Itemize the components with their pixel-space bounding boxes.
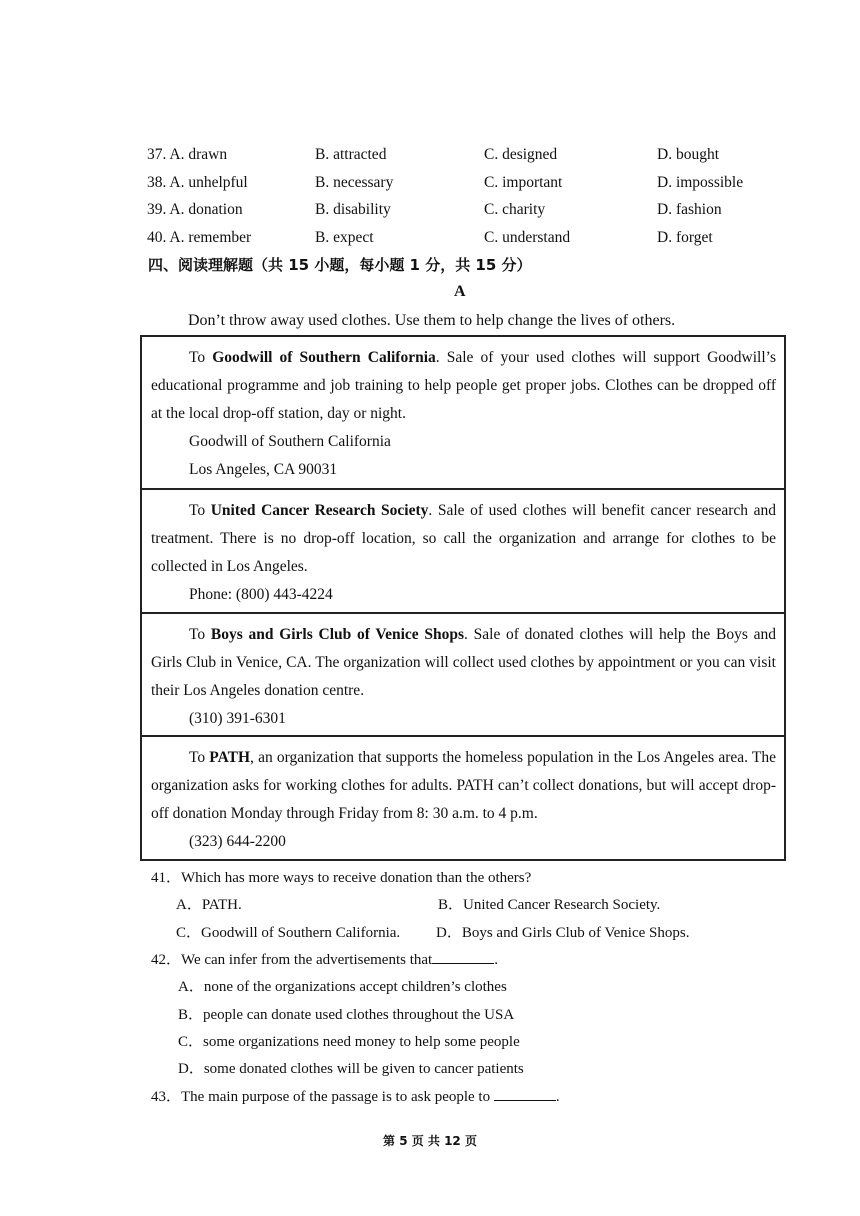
ad-phone-line: (310) 391-6301 — [189, 710, 286, 727]
passage-label: A — [454, 283, 466, 300]
mc-option-d: D. fashion — [657, 201, 722, 218]
mc-option-a: 37. A. drawn — [147, 146, 228, 163]
mc-row-40 — [0, 229, 860, 255]
question-41: 41．Which has more ways to receive donation than the others? — [151, 870, 532, 886]
mc-option-d: D. bought — [657, 146, 719, 163]
mc-option-c: C. understand — [484, 229, 571, 246]
mc-row-38 — [0, 174, 860, 200]
answer-blank — [432, 951, 494, 964]
mc-option-c: C. designed — [484, 146, 558, 163]
ad-phone-line: (323) 644-2200 — [189, 833, 286, 850]
mc-option-b: B. attracted — [315, 146, 387, 163]
q41-option-a: A．PATH. — [176, 897, 242, 913]
q41-option-d: D．Boys and Girls Club of Venice Shops. — [436, 925, 690, 941]
ad-phone-line: Phone: (800) 443-4224 — [189, 586, 333, 603]
q42-option-c: C．some organizations need money to help some people — [178, 1034, 520, 1050]
mc-option-d: D. forget — [657, 229, 713, 246]
mc-row-37 — [0, 146, 860, 172]
ad-boys-girls-club — [140, 614, 786, 737]
section-heading: 四、阅读理解题（共 15 小题，每小题 1 分，共 15 分） — [148, 256, 532, 274]
ad-text: To PATH, an organization that supports the homeless population in the Los Angeles area. The organization asks for working clothes for adults. PATH can’t collect donations, but will accept drop-off donation Monday through Friday from 8: 30 a.m. to 4 p.m. — [151, 749, 776, 822]
mc-option-d: D. impossible — [657, 174, 744, 191]
ad-cancer-society — [140, 490, 786, 614]
ad-text: To Goodwill of Southern California. Sale of your used clothes will support Goodwill’s educational programme and job training to help people get proper jobs. Clothes can be dropped off at the local drop-off station, day or night. — [151, 349, 776, 422]
mc-row-39 — [0, 201, 860, 227]
answer-blank — [494, 1088, 556, 1101]
org-name: Boys and Girls Club of Venice Shops — [210, 626, 465, 643]
q41-option-b: B．United Cancer Research Society. — [438, 897, 661, 913]
ad-text: To United Cancer Research Society. Sale of used clothes will benefit cancer research and treatment. There is no drop-off location, so call the organization and arrange for clothes to be collected in Los Angeles. — [151, 502, 777, 575]
q41-option-c: C．Goodwill of Southern California. — [176, 925, 401, 941]
ad-path — [140, 737, 786, 861]
mc-option-b: B. disability — [315, 201, 391, 218]
org-name: Goodwill of Southern California — [212, 349, 436, 366]
org-name: PATH — [209, 749, 251, 766]
ad-address-line: Goodwill of Southern California — [189, 433, 391, 450]
ad-text: To Boys and Girls Club of Venice Shops. Sale of donated clothes will help the Boys and Girls Club in Venice, CA. The organization will collect used clothes by appointment or you can visit their Los Angeles donation centre. — [151, 626, 776, 699]
mc-option-a: 38. A. unhelpful — [147, 174, 248, 191]
org-name: United Cancer Research Society — [210, 502, 429, 519]
mc-option-c: C. important — [484, 174, 563, 191]
ad-goodwill — [140, 335, 786, 490]
q42-option-a: A．none of the organizations accept children’s clothes — [178, 979, 507, 995]
mc-option-a: 40. A. remember — [147, 229, 252, 246]
question-42: 42．We can infer from the advertisements that . — [151, 952, 498, 968]
q42-option-b: B．people can donate used clothes throughout the USA — [178, 1007, 515, 1023]
mc-option-a: 39. A. donation — [147, 201, 243, 218]
q42-option-d: D．some donated clothes will be given to cancer patients — [178, 1061, 524, 1077]
ad-address-line: Los Angeles, CA 90031 — [189, 461, 338, 478]
page-number: 第 5 页 共 12 页 — [383, 1134, 477, 1148]
passage-intro: Don’t throw away used clothes. Use them to help change the lives of others. — [188, 312, 676, 329]
mc-option-b: B. expect — [315, 229, 374, 246]
mc-option-b: B. necessary — [315, 174, 394, 191]
question-43: 43．The main purpose of the passage is to ask people to . — [151, 1089, 560, 1105]
mc-option-c: C. charity — [484, 201, 546, 218]
